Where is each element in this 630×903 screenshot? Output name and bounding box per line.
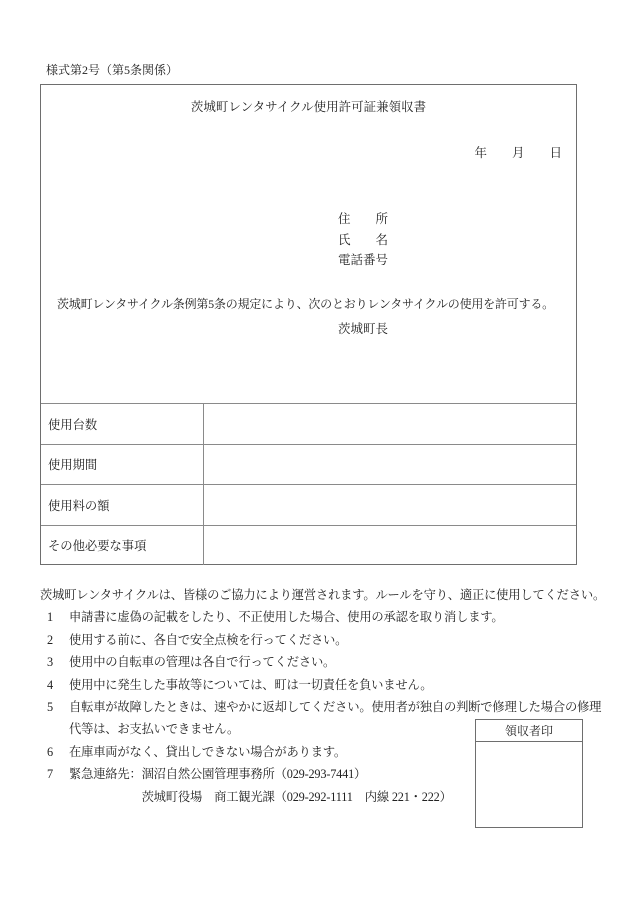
note-item-number: 5 — [47, 700, 53, 715]
address-field-label: 住 所 — [338, 212, 389, 226]
table-row-value — [204, 445, 576, 485]
note-item-number — [40, 786, 69, 808]
note-item-number: 3 — [47, 655, 53, 670]
receipt-stamp-label: 領収者印 — [476, 720, 582, 742]
note-item-number: 4 — [47, 677, 53, 692]
note-item-text: 申請書に虚偽の記載をしたり、不正使用した場合、使用の承認を取り消します。 — [69, 610, 504, 625]
document-title: 茨城町レンタサイクル使用許可証兼領収書 — [190, 100, 427, 114]
table-row — [41, 403, 576, 444]
note-item-number: 1 — [47, 610, 53, 625]
applicant-fields — [338, 209, 388, 271]
note-item-number — [40, 718, 69, 740]
note-item-text: 茨城町役場 商工観光課（029-292-1111 内線 221・222） — [69, 789, 452, 804]
issuer-title: 茨城町長 — [338, 322, 389, 336]
receipt-stamp-box — [475, 719, 583, 828]
name-field-label: 氏 名 — [338, 232, 389, 247]
details-table — [41, 403, 576, 565]
note-item-number: 6 — [47, 744, 53, 759]
table-row — [41, 525, 576, 566]
table-row-value — [204, 404, 576, 444]
table-row-label: 使用台数 — [41, 404, 204, 444]
note-item-number: 7 — [47, 767, 53, 782]
table-row-label: 使用料の額 — [41, 485, 204, 525]
permission-sentence: 茨城町レンタサイクル条例第5条の規定により、次のとおりレンタサイクルの使用を許可する。 — [57, 297, 554, 311]
receipt-stamp-area — [476, 742, 582, 828]
table-row-label: 使用期間 — [41, 445, 204, 485]
note-item-text: 代等は、お支払いできません。 — [69, 722, 240, 737]
note-item — [40, 629, 600, 651]
table-row — [41, 484, 576, 525]
note-item-text: 緊急連絡先：涸沼自然公園管理事務所（029-293-7441） — [69, 767, 367, 782]
note-item-text: 使用中の自転車の管理は各自で行ってください。 — [69, 655, 336, 670]
note-item — [40, 606, 600, 628]
date-line: 年 月 日 — [474, 146, 562, 160]
note-item-number: 2 — [47, 632, 53, 647]
permit-header-section — [41, 85, 576, 403]
note-item-text: 在庫車両がなく、貸出しできない場合があります。 — [69, 744, 346, 759]
table-row-value — [204, 526, 576, 566]
note-item — [40, 696, 600, 718]
note-item-text: 使用中に発生した事故等については、町は一切責任を負いません。 — [69, 677, 433, 692]
form-number-label: 様式第2号（第5条関係） — [46, 63, 179, 77]
table-row — [41, 444, 576, 485]
table-row-label: その他必要な事項 — [41, 526, 204, 566]
note-item — [40, 651, 600, 673]
permit-sheet — [40, 84, 577, 565]
notes-intro: 茨城町レンタサイクルは、皆様のご協力により運営されます。ルールを守り、適正に使用してください。 — [40, 588, 606, 602]
note-item — [40, 674, 600, 696]
table-row-value — [204, 485, 576, 525]
note-item-text: 使用する前に、各自で安全点検を行ってください。 — [69, 632, 348, 647]
note-item-text: 自転車が故障したときは、速やかに返却してください。使用者が独自の判断で修理した場合の修理 — [69, 700, 602, 715]
phone-field-label: 電話番号 — [338, 253, 389, 268]
